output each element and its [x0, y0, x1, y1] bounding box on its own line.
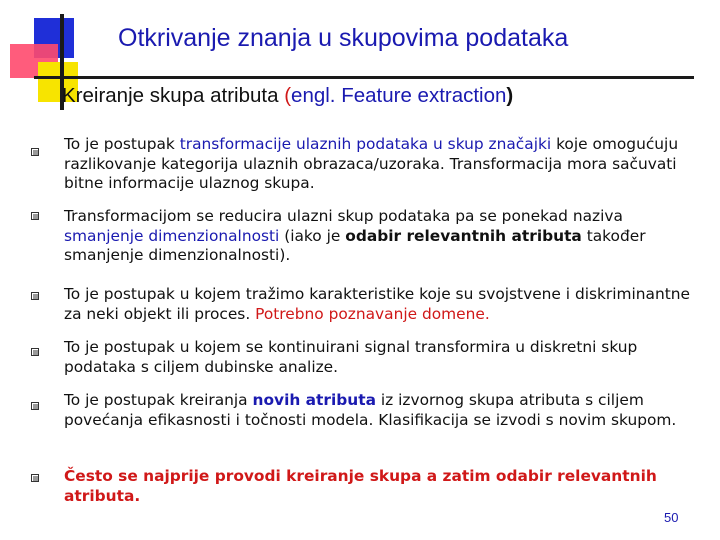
square-bullet-icon — [31, 148, 39, 156]
bullet-text — [64, 285, 704, 324]
square-bullet-icon — [31, 402, 39, 410]
subtitle-open-paren: ( — [284, 84, 292, 107]
bullet-bold: Često se najprije provodi kreiranje skupa a zatim odabir relevantnih atributa. — [64, 467, 657, 505]
bullet-text-part: To je postupak — [64, 135, 180, 153]
subtitle-english-term: engl. Feature extraction — [291, 84, 507, 107]
page-number: 50 — [664, 510, 679, 525]
bullet-highlight: Potrebno poznavanje domene. — [255, 304, 490, 323]
bullet-text-part: To je postupak kreiranja — [64, 391, 253, 409]
bullet-highlight: smanjenje dimenzionalnosti — [64, 226, 280, 245]
square-bullet-icon — [31, 212, 39, 220]
bullet-text — [64, 467, 704, 506]
subtitle-close-paren: ) — [506, 84, 514, 107]
bullet-text-part: iz izvornog skupa atributa s ciljem povećanja efikasnosti i točnosti modela. Klasifikacija se izvodi s novim skupom. — [64, 391, 677, 429]
subtitle-main: Kreiranje skupa atributa — [62, 84, 285, 107]
bullet-text-part: Transformacijom se reducira ulazni skup podataka pa se ponekad naziva — [64, 207, 623, 225]
bullet-text — [64, 207, 704, 266]
bullet-bold: novih atributa — [252, 391, 376, 409]
bullet-text-part: također smanjenje dimenzionalnosti). — [64, 226, 646, 264]
slide-subtitle — [62, 84, 702, 108]
bullet-text-part: koje omogućuju razlikovanje kategorija ulaznih obrazaca/uzoraka. Transformacija mora sačuvati bitne informacije ulaznog skupa. — [64, 135, 679, 192]
bullet-text — [64, 338, 704, 377]
bullet-text — [64, 391, 704, 430]
square-bullet-icon — [31, 292, 39, 300]
bullet-highlight: transformacije ulaznih podataka u skup značajki — [179, 135, 552, 153]
bullet-bold: odabir relevantnih atributa — [345, 226, 582, 245]
bullet-text-part: (iako je — [279, 226, 346, 245]
bullet-text-part: To je postupak u kojem se kontinuirani signal transformira u diskretni skup podataka s ciljem dubinske analize. — [64, 338, 638, 376]
bullet-text — [64, 135, 704, 194]
title-divider — [34, 76, 694, 79]
square-bullet-icon — [31, 348, 39, 356]
slide-title: Otkrivanje znanja u skupovima podataka — [118, 24, 569, 52]
square-bullet-icon — [31, 474, 39, 482]
bullet-text-part: To je postupak u kojem tražimo karakteristike koje su svojstvene i diskriminantne za neki objekt ili proces. — [64, 285, 691, 323]
